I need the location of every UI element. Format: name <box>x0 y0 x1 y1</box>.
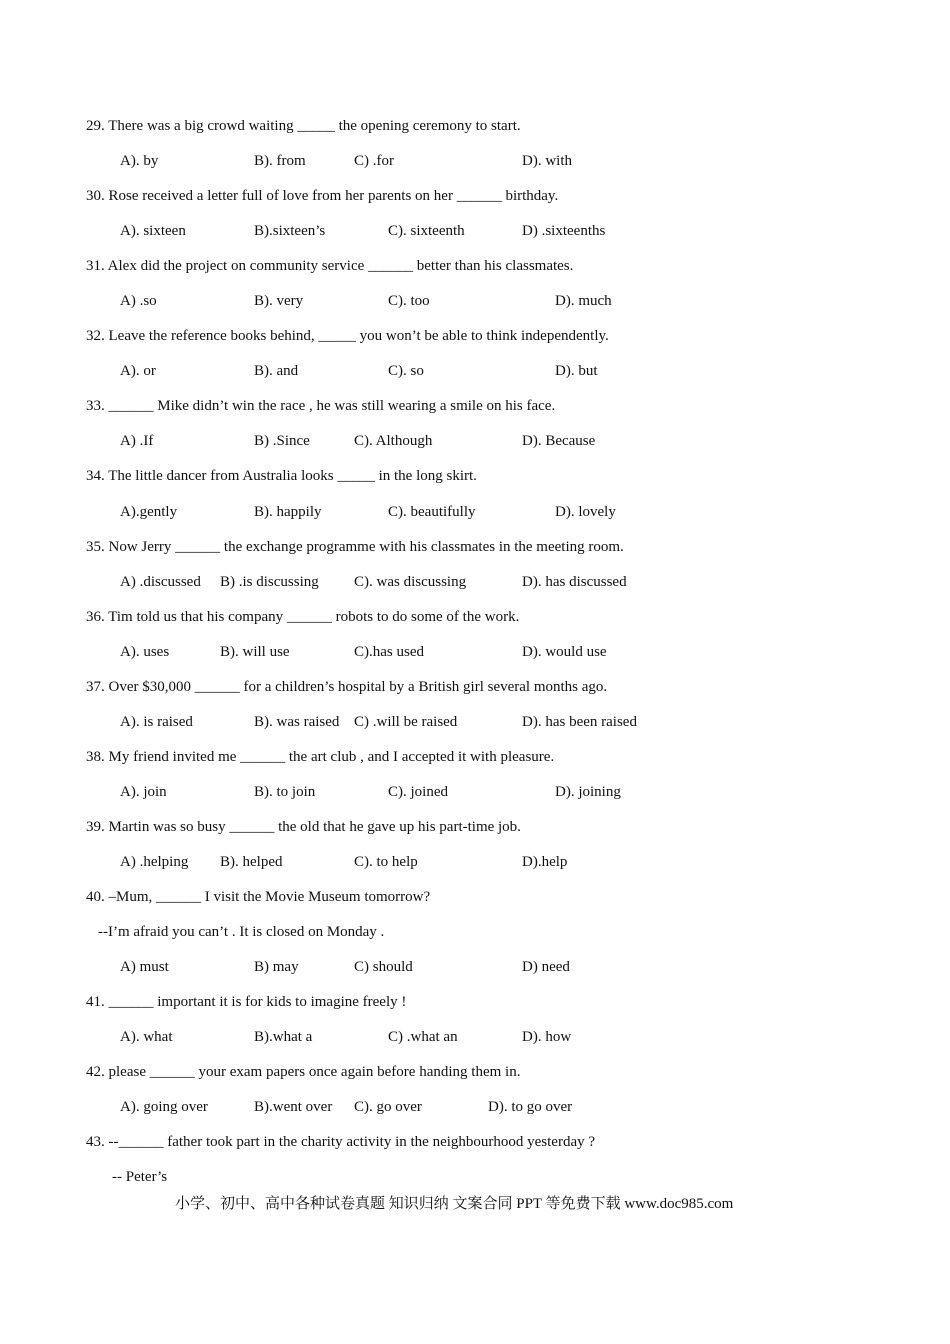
option-a: A). sixteen <box>120 223 186 239</box>
option-c: C) .for <box>354 153 394 169</box>
option-d: D).help <box>522 854 568 870</box>
option-a: A) .so <box>120 293 157 309</box>
question-36: 36. Tim told us that his company ______ robots to do some of the work. <box>86 609 520 625</box>
option-d: D). much <box>555 293 612 309</box>
option-c: C). too <box>388 293 430 309</box>
option-c: C) .what an <box>388 1029 458 1045</box>
option-a: A) .helping <box>120 854 189 870</box>
footer-text: 小学、初中、高中各种试卷真题 知识归纳 文案合同 PPT 等免费下载 www.doc985.com <box>175 1196 734 1212</box>
option-b: B). from <box>254 153 306 169</box>
option-c: C). sixteenth <box>388 223 465 239</box>
option-a: A). or <box>120 363 156 379</box>
option-a: A).gently <box>120 504 178 520</box>
option-d: D). with <box>522 153 572 169</box>
option-c: C). was discussing <box>354 574 467 590</box>
option-d: D). how <box>522 1029 572 1045</box>
question-41: 41. ______ important it is for kids to imagine freely ! <box>86 994 407 1010</box>
option-c: C) should <box>354 959 413 975</box>
option-c: C). to help <box>354 854 418 870</box>
option-a: A). uses <box>120 644 170 660</box>
option-c: C). beautifully <box>388 504 476 520</box>
option-b: B). helped <box>220 854 283 870</box>
option-c: C). joined <box>388 784 448 800</box>
option-a: A). what <box>120 1029 173 1045</box>
option-c: C). go over <box>354 1099 422 1115</box>
option-d: D) need <box>522 959 570 975</box>
question-42: 42. please ______ your exam papers once again before handing them in. <box>86 1064 521 1080</box>
question-32: 32. Leave the reference books behind, _____ you won’t be able to think independently. <box>86 328 609 344</box>
question-29: 29. There was a big crowd waiting _____ the opening ceremony to start. <box>86 118 521 134</box>
option-c: C) .will be raised <box>354 714 458 730</box>
answer-line: -- Peter’s <box>112 1169 168 1185</box>
option-b: B). will use <box>220 644 290 660</box>
option-d: D). to go over <box>488 1099 573 1115</box>
option-c: C). so <box>388 363 424 379</box>
option-d: D). joining <box>555 784 621 800</box>
option-d: D). would use <box>522 644 607 660</box>
answer-line: --I’m afraid you can’t . It is closed on Monday . <box>98 924 385 940</box>
option-a: A). going over <box>120 1099 208 1115</box>
option-b: B). to join <box>254 784 316 800</box>
question-38: 38. My friend invited me ______ the art club , and I accepted it with pleasure. <box>86 749 555 765</box>
option-d: D). Because <box>522 433 596 449</box>
option-b: B).what a <box>254 1029 313 1045</box>
option-a: A) .discussed <box>120 574 201 590</box>
option-a: A). is raised <box>120 714 193 730</box>
option-c: C).has used <box>354 644 424 660</box>
option-b: B). happily <box>254 504 322 520</box>
question-30: 30. Rose received a letter full of love from her parents on her ______ birthday. <box>86 188 559 204</box>
option-b: B). very <box>254 293 304 309</box>
option-b: B). and <box>254 363 299 379</box>
option-d: D). lovely <box>555 504 616 520</box>
option-b: B) .Since <box>254 433 310 449</box>
option-b: B).sixteen’s <box>254 223 326 239</box>
option-b: B) .is discussing <box>220 574 319 590</box>
question-39: 39. Martin was so busy ______ the old that he gave up his part-time job. <box>86 819 521 835</box>
option-b: B). was raised <box>254 714 340 730</box>
question-34: 34. The little dancer from Australia looks _____ in the long skirt. <box>86 468 477 484</box>
option-a: A) must <box>120 959 169 975</box>
option-a: A). join <box>120 784 167 800</box>
question-43: 43. --______ father took part in the charity activity in the neighbourhood yesterday ? <box>86 1134 596 1150</box>
option-b: B) may <box>254 959 299 975</box>
option-d: D) .sixteenths <box>522 223 606 239</box>
question-40: 40. –Mum, ______ I visit the Movie Museum tomorrow? <box>86 889 431 905</box>
option-a: A). by <box>120 153 159 169</box>
question-35: 35. Now Jerry ______ the exchange programme with his classmates in the meeting room. <box>86 539 624 555</box>
question-31: 31. Alex did the project on community service ______ better than his classmates. <box>86 258 574 274</box>
option-a: A) .If <box>120 433 154 449</box>
option-c: C). Although <box>354 433 433 449</box>
question-37: 37. Over $30,000 ______ for a children’s hospital by a British girl several months ago. <box>86 679 608 695</box>
option-d: D). has discussed <box>522 574 627 590</box>
option-b: B).went over <box>254 1099 333 1115</box>
question-33: 33. ______ Mike didn’t win the race , he was still wearing a smile on his face. <box>86 398 556 414</box>
option-d: D). but <box>555 363 598 379</box>
option-d: D). has been raised <box>522 714 637 730</box>
